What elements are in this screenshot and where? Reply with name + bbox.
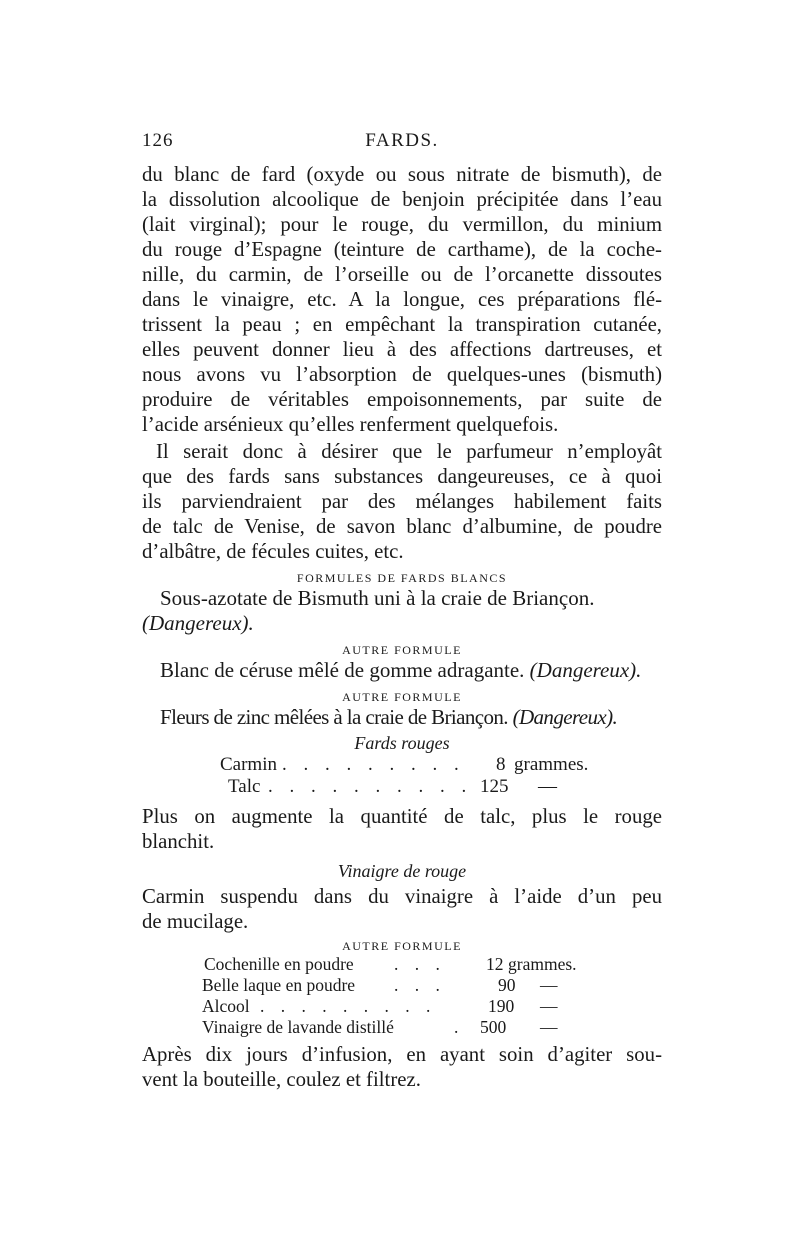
text-line: de talc de Venise, de savon blanc d’albumine, de poudre bbox=[142, 515, 662, 538]
text-line: nille, du carmin, de l’orseille ou de l’orcanette dissoutes bbox=[142, 263, 662, 286]
section-heading-other-formula: AUTRE FORMULE bbox=[342, 939, 462, 953]
ingredient-unit: grammes. bbox=[508, 954, 577, 974]
page-number: 126 bbox=[142, 130, 174, 151]
paragraph-talc-note bbox=[142, 804, 662, 854]
text-line: dans le vinaigre, etc. A la longue, ces préparations flé- bbox=[142, 288, 662, 311]
leader-dots: . . . . . . . . . bbox=[282, 754, 465, 775]
formula-warning: (Dangereux). bbox=[512, 705, 618, 729]
text-line: du blanc de fard (oxyde ou sous nitrate de bismuth), de bbox=[142, 163, 662, 186]
paragraph-cosmetics-dangers bbox=[142, 162, 662, 437]
leader-dots: . . . . . . . . . . bbox=[268, 776, 473, 797]
ingredient-name: Alcool bbox=[202, 996, 250, 1016]
recipe-row bbox=[142, 996, 662, 1017]
text-line: de mucilage. bbox=[142, 910, 249, 933]
ingredient-quantity: 90 bbox=[498, 975, 516, 995]
ingredient-quantity: 125 bbox=[480, 776, 509, 797]
ingredient-unit: — bbox=[540, 996, 558, 1016]
recipe-row bbox=[142, 975, 662, 996]
formula-text: Fleurs de zinc mêlées à la craie de Briançon. bbox=[160, 705, 508, 729]
text-line: que des fards sans substances dangeureuses, ce à quoi bbox=[142, 465, 662, 488]
text-line: (lait virginal); pour le rouge, du vermillon, du minium bbox=[142, 213, 662, 236]
paragraph-closing-instructions bbox=[142, 1042, 662, 1092]
formula-zinc bbox=[142, 705, 662, 730]
recipe-vinegar bbox=[142, 954, 662, 1038]
paragraph-vinegar bbox=[142, 884, 662, 934]
recipe-row bbox=[142, 954, 662, 975]
ingredient-name: Belle laque en poudre bbox=[202, 975, 356, 995]
book-page bbox=[142, 130, 662, 1092]
recipe-row bbox=[142, 754, 662, 776]
ingredient-quantity: 12 bbox=[486, 954, 504, 974]
text-line: nous avons vu l’absorption de quelques-unes (bismuth) bbox=[142, 363, 662, 386]
text-line: Carmin suspendu dans du vinaigre à l’aide d’un peu bbox=[142, 885, 662, 908]
text-line: trissent la peau ; en empêchant la transpiration cutanée, bbox=[142, 313, 662, 336]
running-title: FARDS. bbox=[365, 130, 439, 151]
leader-dots: . . . bbox=[394, 975, 446, 995]
text-line: Après dix jours d’infusion, en ayant soin d’agiter sou- bbox=[142, 1043, 662, 1066]
ingredient-name: Talc bbox=[228, 776, 261, 797]
formula-text: Sous-azotate de Bismuth uni à la craie de Briançon. bbox=[160, 586, 595, 610]
paragraph-safe-cosmetics bbox=[142, 439, 662, 564]
text-line: l’acide arsénieux qu’elles renferment quelquefois. bbox=[142, 413, 559, 436]
ingredient-unit: grammes. bbox=[514, 754, 589, 775]
text-line: Plus on augmente la quantité de talc, plus le rouge bbox=[142, 805, 662, 828]
text-line: du rouge d’Espagne (teinture de carthame), de la coche- bbox=[142, 238, 662, 261]
text-line: d’albâtre, de fécules cuites, etc. bbox=[142, 540, 404, 563]
text-line: la dissolution alcoolique de benjoin précipitée dans l’eau bbox=[142, 188, 662, 211]
text-line: blanchit. bbox=[142, 830, 215, 853]
ingredient-quantity: 190 bbox=[488, 996, 515, 1016]
section-heading-red-fards: Fards rouges bbox=[354, 733, 450, 753]
section-heading-other-formula: AUTRE FORMULE bbox=[342, 690, 462, 704]
formula-ceruse bbox=[142, 658, 662, 683]
recipe-row bbox=[142, 1017, 662, 1038]
formula-warning: (Dangereux). bbox=[529, 658, 642, 682]
section-heading-white-formulas: FORMULES DE FARDS BLANCS bbox=[296, 571, 508, 585]
text-line: produire de véritables empoisonnements, par suite de bbox=[142, 388, 662, 411]
text-line: ils parviendraient par des mélanges habilement faits bbox=[142, 490, 662, 513]
formula-bismuth bbox=[142, 586, 662, 611]
page-header bbox=[142, 130, 662, 162]
ingredient-quantity: 500 bbox=[480, 1017, 507, 1037]
text-line: Il serait donc à désirer que le parfumeur n’employât bbox=[156, 440, 662, 463]
text-line: elles peuvent donner lieu à des affections dartreuses, et bbox=[142, 338, 662, 361]
leader-dots: . . . bbox=[394, 954, 446, 974]
text-line: vent la bouteille, coulez et filtrez. bbox=[142, 1068, 421, 1091]
ingredient-unit: — bbox=[540, 975, 558, 995]
leader-dots: . . . . . . . . . bbox=[260, 996, 437, 1016]
ingredient-name: Cochenille en poudre bbox=[204, 954, 354, 974]
formula-text: Blanc de céruse mêlé de gomme adragante. bbox=[160, 658, 525, 682]
ingredient-unit: — bbox=[538, 776, 557, 797]
ingredient-name: Carmin bbox=[220, 754, 277, 775]
ingredient-name: Vinaigre de lavande distillé bbox=[202, 1017, 394, 1037]
formula-bismuth-note: (Dangereux). bbox=[142, 611, 254, 635]
leader-dots: . bbox=[454, 1017, 465, 1037]
section-heading-rouge-vinegar: Vinaigre de rouge bbox=[337, 861, 467, 881]
section-heading-other-formula: AUTRE FORMULE bbox=[342, 643, 462, 657]
ingredient-quantity: 8 bbox=[496, 754, 506, 775]
recipe-row bbox=[142, 776, 662, 798]
recipe-red-fards bbox=[142, 754, 662, 798]
ingredient-unit: — bbox=[540, 1017, 558, 1037]
